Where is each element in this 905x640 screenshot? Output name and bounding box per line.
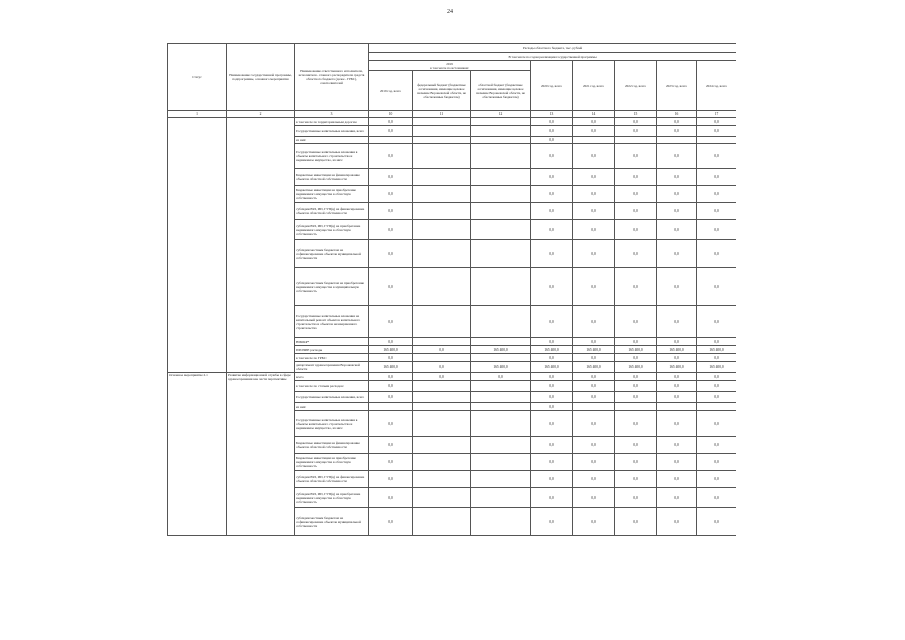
row-label: департамент здравоохранения Воронежской области: [295, 362, 369, 373]
row-value: 0,0: [697, 508, 737, 536]
col-number: 15: [615, 111, 657, 118]
row-value: [471, 338, 531, 346]
row-value: [697, 137, 737, 144]
row-value: 0,0: [369, 186, 413, 203]
row-label: в том числе по ГРБС:: [295, 354, 369, 362]
row-value: 0,0: [573, 454, 615, 471]
row-value: [471, 392, 531, 403]
row-label: в том числе по статьям расходов:: [295, 381, 369, 392]
row-value: 0,0: [657, 488, 697, 508]
row-value: [471, 488, 531, 508]
table-row: [168, 373, 737, 381]
row-value: 0,0: [615, 240, 657, 268]
row-value: 0,0: [615, 268, 657, 306]
row-value: 165 400,0: [615, 362, 657, 373]
row-value: 0,0: [657, 471, 697, 488]
row-value: 0,0: [573, 488, 615, 508]
row-value: [471, 403, 531, 411]
row-value: [471, 437, 531, 454]
row-status: Основное мероприятие 2.1: [168, 373, 227, 536]
row-value: [471, 118, 531, 126]
row-value: [471, 508, 531, 536]
row-value: [615, 137, 657, 144]
row-value: 0,0: [697, 306, 737, 338]
row-value: 0,0: [615, 220, 657, 240]
row-label: субсидии ЮЛ, ИП, ГУП(ц) на приобретение недвижимого имущества в областную собственность: [295, 488, 369, 508]
row-label: субсидии ЮЛ, ИП, ГУП(ц) на финансирование объектов областной собственности: [295, 203, 369, 220]
row-value: 165 400,0: [369, 362, 413, 373]
row-value: [413, 126, 471, 137]
row-label: субсидии местным бюджетам на софинансирование объектов муниципальной собственности: [295, 240, 369, 268]
row-value: 0,0: [471, 373, 531, 381]
row-value: [471, 471, 531, 488]
row-value: 0,0: [615, 338, 657, 346]
row-value: [413, 437, 471, 454]
row-value: [413, 354, 471, 362]
row-value: 0,0: [697, 392, 737, 403]
row-label: Государственные капитальные вложения в объекты капитального строительства и недвижимое имущество, из них:: [295, 144, 369, 169]
row-value: 0,0: [697, 203, 737, 220]
row-value: 165 400,0: [615, 346, 657, 354]
row-value: 0,0: [531, 118, 573, 126]
row-value: 0,0: [657, 240, 697, 268]
row-value: 0,0: [531, 186, 573, 203]
row-value: 165 400,0: [697, 346, 737, 354]
row-value: 0,0: [615, 471, 657, 488]
row-value: 0,0: [573, 240, 615, 268]
row-value: 0,0: [573, 354, 615, 362]
row-value: 0,0: [697, 126, 737, 137]
row-value: 0,0: [657, 354, 697, 362]
row-value: [413, 471, 471, 488]
row-value: 0,0: [615, 381, 657, 392]
row-value: 0,0: [573, 508, 615, 536]
row-value: 0,0: [531, 306, 573, 338]
header-y2019-total: 2019 год, всего: [369, 71, 413, 111]
row-value: [369, 403, 413, 411]
page-number: 24: [447, 9, 453, 15]
row-value: 0,0: [615, 144, 657, 169]
row-label: субсидии местным бюджетам на приобретение недвижимого имущества в муниципальную собственность: [295, 268, 369, 306]
row-value: 0,0: [615, 186, 657, 203]
row-value: [413, 454, 471, 471]
row-value: [471, 126, 531, 137]
row-value: 0,0: [413, 346, 471, 354]
header-source: Наименование ответственного исполнителя, исполнителя - главного распорядителя средств областного бюджета (далее - ГРБС), соисполнителей: [295, 44, 369, 111]
row-value: 0,0: [369, 411, 413, 437]
row-value: 0,0: [369, 118, 413, 126]
row-value: 0,0: [573, 373, 615, 381]
row-status: [168, 118, 227, 373]
row-value: 165 400,0: [657, 362, 697, 373]
row-value: 0,0: [531, 338, 573, 346]
row-value: [471, 306, 531, 338]
row-value: 0,0: [531, 354, 573, 362]
row-label: Государственные капитальные вложения, всего: [295, 126, 369, 137]
row-value: 165 400,0: [657, 346, 697, 354]
row-value: [471, 203, 531, 220]
row-value: 0,0: [615, 437, 657, 454]
row-value: [573, 137, 615, 144]
row-value: 0,0: [615, 488, 657, 508]
row-value: 165 400,0: [531, 346, 573, 354]
col-number: 10: [369, 111, 413, 118]
budget-table: [167, 43, 736, 536]
row-value: 0,0: [697, 169, 737, 186]
col-number: 17: [697, 111, 737, 118]
row-value: 0,0: [657, 126, 697, 137]
row-value: 165 400,0: [471, 346, 531, 354]
row-value: 0,0: [369, 354, 413, 362]
row-value: 0,0: [531, 508, 573, 536]
row-value: 0,0: [657, 392, 697, 403]
header-program-name: Наименование государственной программы, подпрограммы, основного мероприятия: [227, 44, 295, 111]
row-value: [413, 169, 471, 186]
row-label: субсидии ЮЛ, ИП, ГУП(ц) на приобретение недвижимого имущества в областную собственность: [295, 220, 369, 240]
row-value: [413, 203, 471, 220]
row-value: [471, 144, 531, 169]
row-value: 0,0: [369, 126, 413, 137]
row-value: 0,0: [531, 240, 573, 268]
row-value: [471, 186, 531, 203]
row-value: [413, 381, 471, 392]
row-value: 0,0: [697, 471, 737, 488]
row-value: 0,0: [369, 392, 413, 403]
row-value: [413, 220, 471, 240]
row-value: 0,0: [573, 118, 615, 126]
row-value: 0,0: [369, 471, 413, 488]
header-y2022: 2022 год, всего: [615, 61, 657, 111]
row-label: в том числе по территориальным дорогам: [295, 118, 369, 126]
row-value: 0,0: [573, 381, 615, 392]
row-value: 0,0: [657, 381, 697, 392]
row-label: Бюджетные инвестиции на приобретение недвижимого имущества в областную собственность: [295, 454, 369, 471]
row-value: 0,0: [697, 186, 737, 203]
col-number: 14: [573, 111, 615, 118]
row-value: 0,0: [369, 454, 413, 471]
table-row: [168, 118, 737, 126]
row-value: [471, 220, 531, 240]
row-value: 0,0: [531, 169, 573, 186]
col-number: 13: [531, 111, 573, 118]
row-value: 165 400,0: [531, 362, 573, 373]
row-value: 0,0: [657, 169, 697, 186]
row-value: [471, 354, 531, 362]
row-value: 0,0: [615, 508, 657, 536]
row-value: [471, 268, 531, 306]
row-value: 0,0: [657, 268, 697, 306]
row-value: 0,0: [657, 118, 697, 126]
row-value: 0,0: [531, 144, 573, 169]
row-value: 0,0: [369, 169, 413, 186]
row-value: 0,0: [531, 403, 573, 411]
col-number: 12: [471, 111, 531, 118]
row-value: [413, 186, 471, 203]
row-value: 0,0: [697, 240, 737, 268]
row-label: Государственные капитальные вложения, всего: [295, 392, 369, 403]
row-value: 0,0: [615, 306, 657, 338]
row-label: ПРОЧИЕ расходы: [295, 346, 369, 354]
row-value: [657, 403, 697, 411]
row-value: 0,0: [573, 220, 615, 240]
row-value: 0,0: [369, 488, 413, 508]
header-expenses: Расходы областного бюджета, тыс. рублей: [369, 44, 737, 53]
row-value: 0,0: [697, 144, 737, 169]
row-value: 0,0: [369, 508, 413, 536]
header-regional: областной бюджет (бюджетные ассигнования, имеющие целевое значение Воронежской области, не обеспеченные бюджетом): [471, 71, 531, 111]
col-number: 16: [657, 111, 697, 118]
row-value: [657, 137, 697, 144]
row-value: [413, 118, 471, 126]
budget-table-wrapper: [167, 43, 736, 640]
row-label: Бюджетные инвестиции на финансирование объектов областной собственности: [295, 169, 369, 186]
row-value: 0,0: [697, 118, 737, 126]
row-value: 0,0: [697, 411, 737, 437]
row-label: из них:: [295, 137, 369, 144]
row-value: 0,0: [369, 240, 413, 268]
header-by-years: В том числе по годам реализации государственной программы: [369, 53, 737, 61]
header-year-2019-label: 2019: [446, 61, 453, 66]
row-value: 0,0: [369, 306, 413, 338]
header-year-2019: [369, 61, 531, 71]
row-value: [413, 268, 471, 306]
row-value: 0,0: [697, 488, 737, 508]
col-number: 3: [295, 111, 369, 118]
row-value: 0,0: [657, 220, 697, 240]
row-label: из них:: [295, 403, 369, 411]
row-value: 165 400,0: [573, 346, 615, 354]
row-value: 0,0: [657, 454, 697, 471]
row-value: 0,0: [531, 392, 573, 403]
row-value: 0,0: [615, 118, 657, 126]
row-value: 0,0: [657, 373, 697, 381]
row-value: [697, 403, 737, 411]
row-value: 0,0: [697, 454, 737, 471]
row-value: 0,0: [531, 381, 573, 392]
row-value: 0,0: [573, 392, 615, 403]
row-value: 0,0: [531, 411, 573, 437]
row-value: 165 400,0: [697, 362, 737, 373]
row-label: Бюджетные инвестиции на приобретение недвижимого имущества в областную собственность: [295, 186, 369, 203]
row-value: [413, 240, 471, 268]
row-value: 0,0: [531, 488, 573, 508]
row-value: 0,0: [657, 144, 697, 169]
row-value: [413, 306, 471, 338]
row-value: [413, 403, 471, 411]
row-value: 0,0: [615, 411, 657, 437]
row-value: 0,0: [531, 471, 573, 488]
row-value: 0,0: [573, 411, 615, 437]
row-value: 0,0: [573, 338, 615, 346]
row-label: всего: [295, 373, 369, 381]
row-value: [413, 137, 471, 144]
row-value: [471, 411, 531, 437]
row-value: 0,0: [657, 186, 697, 203]
header-y2024: 2024 год, всего: [697, 61, 737, 111]
row-value: 0,0: [369, 144, 413, 169]
row-program-name: [227, 118, 295, 373]
header-status: Статус: [168, 44, 227, 111]
row-value: 0,0: [531, 373, 573, 381]
row-value: 165 400,0: [573, 362, 615, 373]
row-value: [413, 488, 471, 508]
row-value: [615, 403, 657, 411]
row-value: 0,0: [369, 203, 413, 220]
row-value: 0,0: [615, 126, 657, 137]
row-value: 0,0: [573, 437, 615, 454]
row-value: [413, 338, 471, 346]
col-number: 2: [227, 111, 295, 118]
row-value: 0,0: [697, 373, 737, 381]
row-value: 0,0: [413, 362, 471, 373]
header-federal: федеральный бюджет (бюджетные ассигнования, имеющие целевое значение Воронежской области, не обеспеченные бюджетом): [413, 71, 471, 111]
row-value: 0,0: [657, 203, 697, 220]
row-value: 0,0: [573, 186, 615, 203]
table-body: [168, 44, 737, 536]
row-value: 0,0: [615, 203, 657, 220]
row-value: 0,0: [657, 508, 697, 536]
row-value: [471, 381, 531, 392]
row-value: 0,0: [369, 373, 413, 381]
row-value: 0,0: [531, 203, 573, 220]
row-value: 0,0: [573, 169, 615, 186]
row-value: 0,0: [697, 354, 737, 362]
row-value: [413, 392, 471, 403]
row-value: 0,0: [697, 268, 737, 306]
row-value: 0,0: [657, 306, 697, 338]
row-value: [471, 169, 531, 186]
row-value: [471, 240, 531, 268]
row-value: 0,0: [697, 338, 737, 346]
row-label: Государственные капитальные вложения в объекты капитального строительства и недвижимое имущество, из них:: [295, 411, 369, 437]
row-program-name: Развитие информационной службы в сфере здравоохранения как части перспективы: [227, 373, 295, 536]
row-value: 0,0: [573, 268, 615, 306]
row-value: [573, 403, 615, 411]
row-value: 0,0: [531, 126, 573, 137]
col-number: 1: [168, 111, 227, 118]
row-label: Государственные капитальные вложения на капитальный ремонт объектов капитального строительства и объектов незавершенного строительства: [295, 306, 369, 338]
row-value: 0,0: [531, 268, 573, 306]
header-including: в том числе по источникам:: [430, 65, 469, 70]
row-value: 0,0: [657, 338, 697, 346]
row-value: 0,0: [615, 373, 657, 381]
header-y2020: 2020 год, всего: [531, 61, 573, 111]
row-value: [471, 454, 531, 471]
row-value: 0,0: [697, 437, 737, 454]
col-number: 11: [413, 111, 471, 118]
row-value: 165 400,0: [369, 346, 413, 354]
row-value: 0,0: [369, 437, 413, 454]
row-value: 0,0: [615, 454, 657, 471]
row-value: 0,0: [573, 144, 615, 169]
row-value: 0,0: [531, 220, 573, 240]
row-value: 0,0: [369, 268, 413, 306]
row-value: 0,0: [573, 306, 615, 338]
row-value: [413, 508, 471, 536]
row-value: 0,0: [657, 437, 697, 454]
row-value: 0,0: [615, 392, 657, 403]
row-value: [369, 137, 413, 144]
row-value: [413, 411, 471, 437]
row-value: 0,0: [531, 137, 573, 144]
column-number-row: [168, 111, 737, 118]
row-value: [413, 144, 471, 169]
row-value: [471, 137, 531, 144]
row-value: 0,0: [573, 126, 615, 137]
row-label: субсидии местным бюджетам на софинансирование объектов муниципальной собственности: [295, 508, 369, 536]
row-value: 0,0: [369, 338, 413, 346]
row-value: 0,0: [697, 220, 737, 240]
row-value: 0,0: [697, 381, 737, 392]
row-value: 0,0: [573, 203, 615, 220]
row-label: субсидии ЮЛ, ИП, ГУП(ц) на финансирование объектов областной собственности: [295, 471, 369, 488]
row-value: 0,0: [531, 437, 573, 454]
row-value: 0,0: [413, 373, 471, 381]
row-label: Бюджетные инвестиции на финансирование объектов областной собственности: [295, 437, 369, 454]
row-value: 0,0: [615, 169, 657, 186]
row-value: 165 400,0: [471, 362, 531, 373]
row-value: 0,0: [615, 354, 657, 362]
header-y2023: 2023 год, всего: [657, 61, 697, 111]
row-value: 0,0: [369, 381, 413, 392]
row-value: 0,0: [573, 471, 615, 488]
row-label: НИОКР*: [295, 338, 369, 346]
row-value: 0,0: [531, 454, 573, 471]
row-value: 0,0: [369, 220, 413, 240]
header-y2021: 2021 год, всего: [573, 61, 615, 111]
row-value: 0,0: [657, 411, 697, 437]
